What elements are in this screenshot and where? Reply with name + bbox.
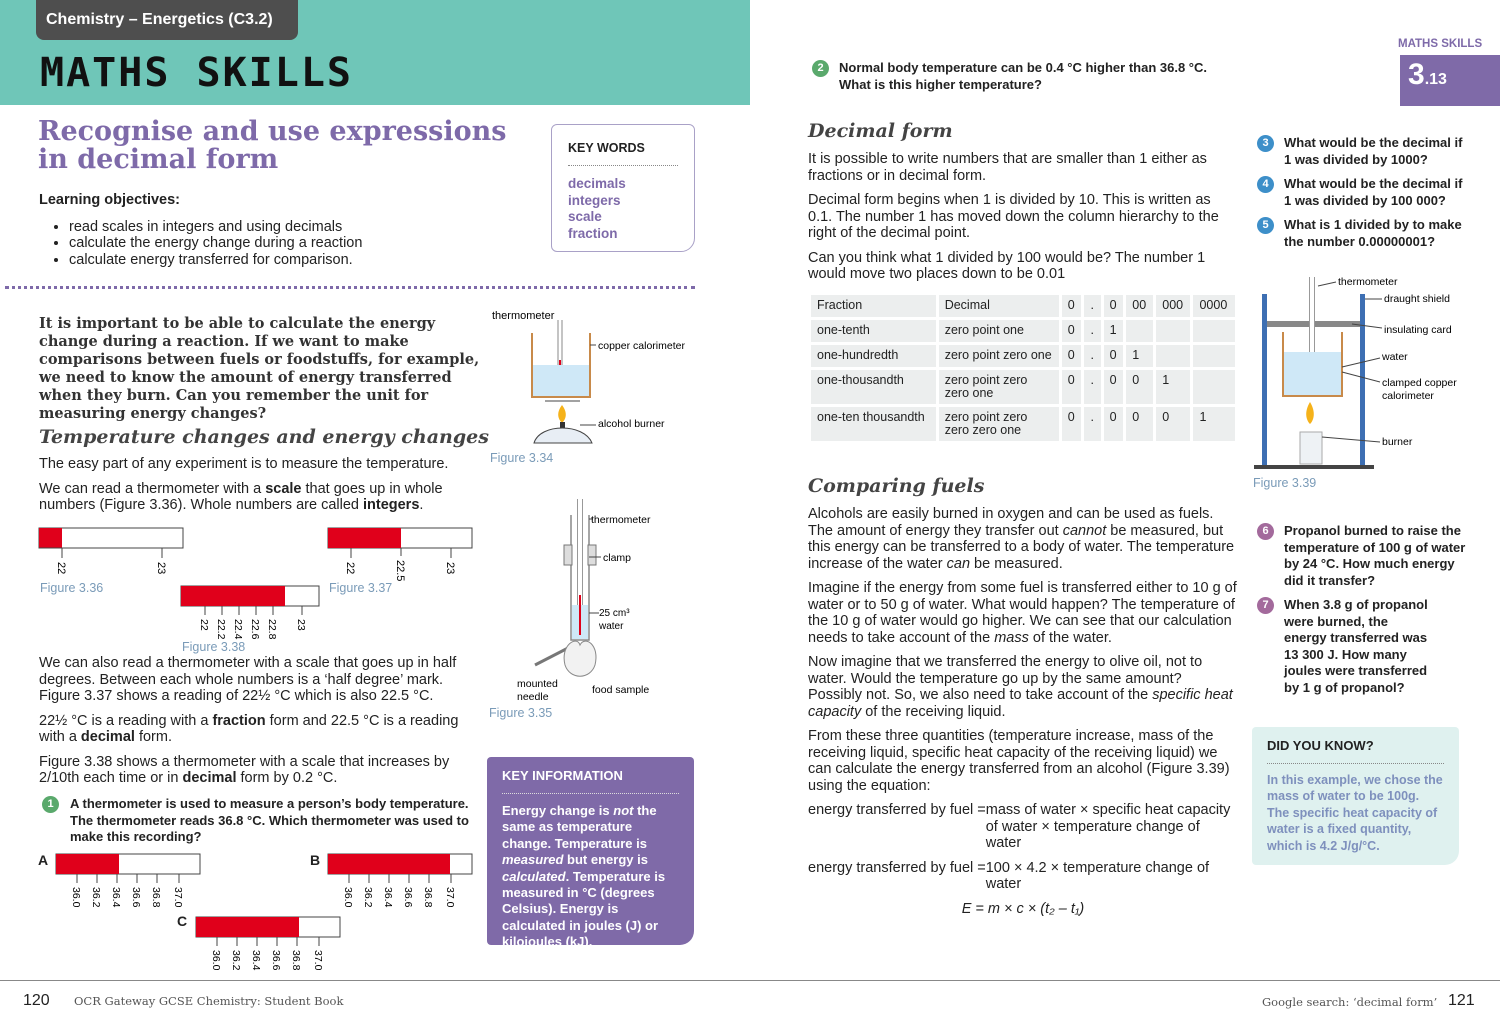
- question-text: Propanol burned to raise the temperature of 100 g of water by 24 °C. How much energy did it transfer?: [1284, 523, 1466, 588]
- thermometer-c-scale: [195, 915, 345, 980]
- objectives-title: Learning objectives:: [39, 192, 181, 208]
- svg-text:alcohol burner: alcohol burner: [598, 418, 665, 430]
- svg-text:22.4: 22.4: [232, 619, 244, 640]
- temp-p4: 22½ °C is a reading with a fraction form and 22.5 °C is a reading with a decimal form.: [39, 712, 459, 745]
- svg-text:37.0: 37.0: [172, 887, 184, 908]
- svg-text:draught shield: draught shield: [1384, 293, 1450, 305]
- fuels-heading: Comparing fuels: [808, 475, 985, 497]
- objective-item: • calculate the energy change during a reaction: [69, 235, 519, 252]
- svg-text:36.4: 36.4: [110, 887, 122, 908]
- book-title: OCR Gateway GCSE Chemistry: Student Book: [74, 994, 344, 1008]
- table-row: Fraction Decimal 0 . 0 00 000 0000: [811, 295, 1235, 317]
- key-word: decimals: [568, 176, 626, 192]
- svg-text:thermometer: thermometer: [492, 310, 555, 322]
- question-1: [42, 796, 472, 846]
- svg-text:water: water: [1382, 351, 1408, 363]
- tick-label: 22.5: [394, 560, 406, 582]
- svg-text:23: 23: [295, 619, 307, 631]
- question-number: 7: [1257, 597, 1274, 614]
- svg-text:needle: needle: [517, 691, 549, 703]
- fuels-p1: Alcohols are easily burned in oxygen and can be used as fuels. The amount of energy they transfer out cannot be measured, but this energy can be transferred to a body of water. The temperature increase of the water can be measured.: [808, 506, 1235, 572]
- decimal-table: [808, 292, 1238, 444]
- google-search-hint: Google search: ‘decimal form’: [1262, 995, 1438, 1009]
- lesson-heading: Recognise and use expressions in decimal form: [38, 116, 507, 175]
- option-label: A: [38, 852, 49, 868]
- section-number-box: 3.13: [1400, 55, 1500, 106]
- svg-text:thermometer: thermometer: [1338, 276, 1398, 288]
- key-information-box: [487, 757, 694, 950]
- svg-text:36.2: 36.2: [90, 887, 102, 908]
- tick-label: 23: [444, 562, 456, 575]
- thermometer-a-scale: [55, 852, 205, 917]
- svg-text:mounted: mounted: [517, 678, 558, 690]
- fuels-p4: From these three quantities (temperature increase, mass of the receiving liquid, specific heat capacity of the receiving liquid) we can calculate the energy transferred from an alcohol (Figure 3.39) using the equation:: [808, 728, 1230, 794]
- page-number-right: 121: [1448, 992, 1475, 1009]
- figure-3-35-apparatus: [515, 495, 695, 705]
- question-number: 6: [1257, 523, 1274, 540]
- equation-2: energy transferred by fuel = 100 × 4.2 × temperature change of water: [808, 859, 1210, 892]
- svg-text:37.0: 37.0: [312, 950, 324, 971]
- svg-text:insulating card: insulating card: [1384, 324, 1452, 336]
- objective-item: • read scales in integers and using decimals: [69, 219, 519, 236]
- temp-p3: We can also read a thermometer with a scale that goes up in half degrees. Between each whole numbers is a ‘half degree’ mark. Figure 3.37 shows a reading of 22½ °C which is also 22.5 °C.: [39, 655, 457, 704]
- question-number: 2: [812, 60, 829, 77]
- svg-text:clamped copper: clamped copper: [1382, 377, 1457, 389]
- svg-text:clamp: clamp: [603, 552, 632, 564]
- question-text: When 3.8 g of propanol were burned, the energy transferred was 13 300 J. How many joules were transferred by 1 g of propanol?: [1284, 597, 1428, 695]
- option-label: C: [177, 913, 188, 929]
- svg-text:22.2: 22.2: [215, 619, 227, 640]
- objective-item: • calculate energy transferred for comparison.: [69, 252, 519, 269]
- fuels-p3: Now imagine that we transferred the energy to olive oil, not to water. Would the temperature go up by the same amount? Possibly not. So, we also need to take account of the specific heat capacity of the receiving liquid.: [808, 654, 1233, 720]
- question-number: 5: [1257, 217, 1274, 234]
- key-word: integers: [568, 192, 621, 208]
- svg-text:food sample: food sample: [592, 684, 650, 696]
- svg-text:36.6: 36.6: [402, 887, 414, 908]
- svg-text:copper calorimeter: copper calorimeter: [598, 340, 685, 352]
- temp-p2: We can read a thermometer with a scale that goes up in whole numbers (Figure 3.36). Whole numbers are called integers.: [39, 480, 443, 513]
- section-label: MATHS SKILLS: [1398, 38, 1483, 50]
- svg-text:22.6: 22.6: [249, 619, 261, 640]
- svg-text:36.8: 36.8: [422, 887, 434, 908]
- table-row: one-tenth zero point one 0 . 1: [811, 320, 1235, 342]
- equation-3: E = m × c × (t₂ – t₁): [961, 900, 1085, 917]
- option-label: B: [310, 852, 321, 868]
- figure-3-37-thermometer-scale: [327, 522, 477, 582]
- question-3: [1257, 135, 1467, 168]
- dotted-divider: [5, 286, 695, 289]
- svg-text:36.6: 36.6: [130, 887, 142, 908]
- svg-text:25 cm³: 25 cm³: [599, 608, 630, 619]
- question-6: [1257, 523, 1467, 589]
- question-text: A thermometer is used to measure a person’s body temperature. The thermometer reads 36.8 °C. Which thermometer was used to make this recording?: [70, 796, 469, 844]
- table-row: one-thousandth zero point zero zero one 0 . 0 0 1: [811, 370, 1235, 404]
- tick-label: 22: [344, 562, 356, 575]
- svg-text:36.4: 36.4: [250, 950, 262, 971]
- figure-caption: Figure 3.35: [489, 706, 553, 720]
- fuels-text: [808, 506, 1238, 917]
- key-information-body: Energy change is not the same as temperature change. Temperature is measured but energy is calculated. Temperature is measured in °C (degrees Celsius). Energy is calculated in joules (J) or kilojoules (kJ).: [502, 802, 666, 950]
- key-information-title: KEY INFORMATION: [502, 769, 679, 794]
- svg-text:calorimeter: calorimeter: [1382, 390, 1434, 402]
- decimal-heading: Decimal form: [808, 120, 953, 142]
- key-words-title: KEY WORDS: [568, 141, 678, 166]
- chapter-tab: Chemistry – Energetics (C3.2): [36, 0, 298, 40]
- intro-paragraph: It is important to be able to calculate the energy change during a reaction. If we want to make comparisons between fuels or foodstuffs, for example, we need to know the amount of energy transferred when they burn. Can you remember the unit for measuring energy changes?: [39, 315, 480, 422]
- question-number: 1: [42, 796, 59, 813]
- figure-3-39-apparatus: [1252, 272, 1492, 472]
- figure-caption: Figure 3.37: [329, 581, 393, 595]
- svg-text:22: 22: [198, 619, 210, 631]
- did-you-know-box: [1252, 727, 1459, 865]
- tick-label: 23: [155, 562, 167, 575]
- svg-text:22.8: 22.8: [266, 619, 278, 640]
- svg-text:burner: burner: [1382, 436, 1413, 448]
- thermometer-b-scale: [327, 852, 477, 917]
- decimal-p2: Decimal form begins when 1 is divided by 10. This is written as 0.1. The number 1 has moved down the column hierarchy to the right of the decimal point.: [808, 192, 1219, 241]
- temperature-text-2: [39, 655, 479, 795]
- question-number: 4: [1257, 176, 1274, 193]
- figure-3-38-thermometer-scale: [180, 582, 325, 642]
- figure-caption: Figure 3.34: [490, 451, 554, 465]
- figure-caption: Figure 3.36: [40, 581, 104, 595]
- figure-3-34-apparatus: [490, 305, 700, 453]
- svg-text:thermometer: thermometer: [591, 514, 651, 526]
- page-title: MATHS SKILLS: [40, 50, 353, 96]
- decimal-p3: Can you think what 1 divided by 100 would be? The number 1 would move two places down to be 0.01: [808, 249, 1206, 282]
- temp-p1: The easy part of any experiment is to measure the temperature.: [39, 456, 449, 472]
- page-number-left: 120: [23, 992, 50, 1009]
- decimal-text: [808, 151, 1236, 291]
- key-word: fraction: [568, 225, 618, 241]
- question-4: [1257, 176, 1467, 209]
- svg-text:water: water: [599, 621, 624, 632]
- table-row: one-hundredth zero point zero one 0 . 0 1: [811, 345, 1235, 367]
- did-you-know-title: DID YOU KNOW?: [1267, 739, 1444, 764]
- svg-text:36.2: 36.2: [362, 887, 374, 908]
- figure-3-36-thermometer-scale: [38, 522, 188, 582]
- footer-rule: [0, 980, 1500, 981]
- svg-text:36.4: 36.4: [382, 887, 394, 908]
- temp-p5: Figure 3.38 shows a thermometer with a scale that increases by 2/10th each time or in decimal form by 0.2 °C.: [39, 753, 450, 786]
- svg-text:37.0: 37.0: [444, 887, 456, 908]
- svg-text:36.0: 36.0: [70, 887, 82, 908]
- figure-caption: Figure 3.39: [1253, 476, 1317, 490]
- learning-objectives: [39, 192, 519, 268]
- tick-label: 22: [55, 562, 67, 575]
- svg-text:36.6: 36.6: [270, 950, 282, 971]
- question-text: What is 1 divided by to make the number 0.00000001?: [1284, 217, 1462, 249]
- question-5: [1257, 217, 1467, 250]
- svg-text:36.2: 36.2: [230, 950, 242, 971]
- svg-text:36.0: 36.0: [342, 887, 354, 908]
- figure-caption: Figure 3.38: [182, 640, 246, 654]
- fuels-p2: Imagine if the energy from some fuel is transferred either to 10 g of water or to 50 g of water. What would happen? The temperature of the 10 g of water would go higher. We can see that our calculation needs to take account of the mass of the water.: [808, 580, 1237, 646]
- temperature-heading: Temperature changes and energy changes: [39, 426, 489, 448]
- key-word: scale: [568, 209, 602, 225]
- svg-text:36.8: 36.8: [150, 887, 162, 908]
- svg-text:36.0: 36.0: [210, 950, 222, 971]
- question-7: [1257, 597, 1467, 696]
- equation-1: energy transferred by fuel = mass of water × specific heat capacity of water × temperature change of water: [808, 802, 1231, 851]
- decimal-p1: It is possible to write numbers that are smaller than 1 either as fractions or in decimal form.: [808, 151, 1207, 184]
- question-number: 3: [1257, 135, 1274, 152]
- question-text: What would be the decimal if 1 was divided by 100 000?: [1284, 176, 1463, 208]
- question-text: Normal body temperature can be 0.4 °C higher than 36.8 °C. What is this higher temperature?: [839, 60, 1207, 92]
- question-text: What would be the decimal if 1 was divided by 1000?: [1284, 135, 1463, 167]
- svg-text:36.8: 36.8: [290, 950, 302, 971]
- temperature-text: [39, 456, 479, 522]
- table-row: one-ten thousandth zero point zero zero zero one 0 . 0 0 0 1: [811, 407, 1235, 441]
- did-you-know-body: In this example, we chose the mass of water to be 100g. The specific heat capacity of water is a fixed quantity, which is 4.2 J/g/°C.: [1267, 772, 1443, 853]
- question-2: [812, 60, 1232, 93]
- key-words-box: [551, 124, 695, 252]
